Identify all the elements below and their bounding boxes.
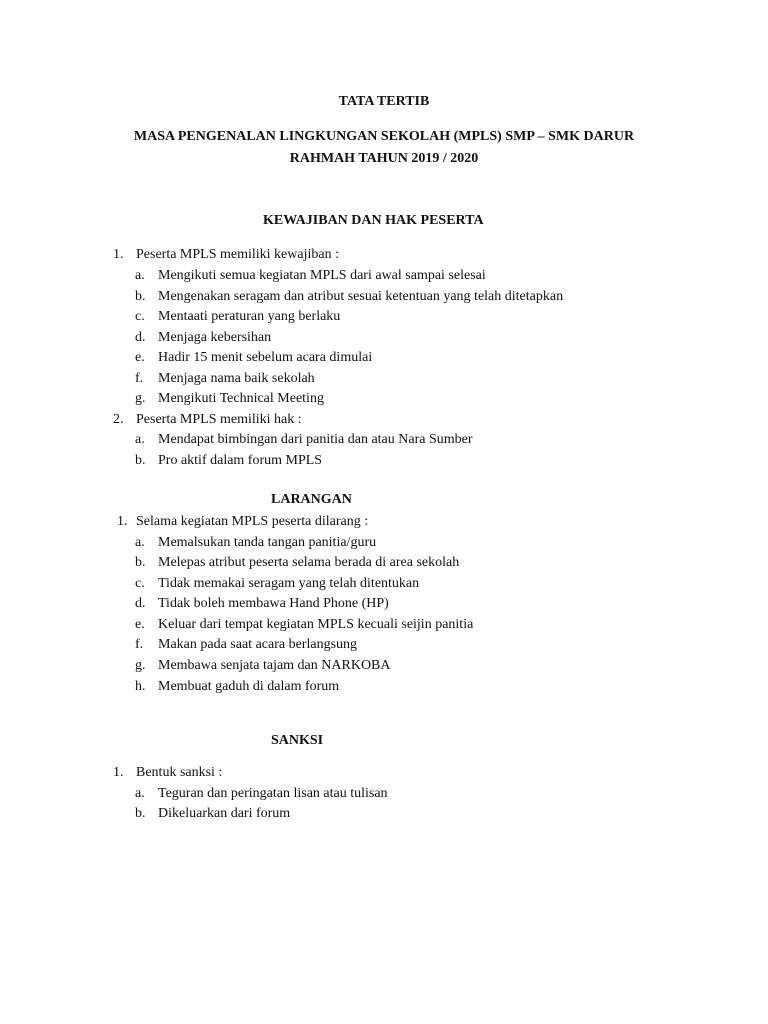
sub-list-marker: g. [135,391,146,406]
sub-list-item-text: Menjaga nama baik sekolah [158,371,315,386]
sub-list-marker: a. [135,268,145,283]
sub-list-marker: e. [135,350,145,365]
sub-list-marker: e. [135,617,145,632]
sub-list-marker: a. [135,786,145,801]
section-heading-larangan: LARANGAN [271,492,352,507]
document-subtitle [84,126,684,170]
subtitle-line-1: MASA PENGENALAN LINGKUNGAN SEKOLAH (MPLS) SMP – SMK DARUR [133,129,635,144]
list-marker: 1. [113,765,124,780]
sub-list-item-text: Tidak boleh membawa Hand Phone (HP) [158,596,389,611]
sub-list-item-text: Mentaati peraturan yang berlaku [158,309,341,324]
sub-list-marker: f. [135,371,144,386]
sub-list-item-text: Hadir 15 menit sebelum acara dimulai [158,350,373,365]
sub-list-item-text: Mengenakan seragam dan atribut sesuai ketentuan yang telah ditetapkan [158,289,564,304]
list-marker: 1. [117,514,128,529]
sub-list-marker: d. [135,596,146,611]
list-marker: 2. [113,412,124,427]
sub-list-item-text: Mengikuti semua kegiatan MPLS dari awal sampai selesai [158,268,486,283]
sub-list-marker: g. [135,658,146,673]
list-item-text: Selama kegiatan MPLS peserta dilarang : [136,514,369,529]
subtitle-line-2: RAHMAH TAHUN 2019 / 2020 [289,151,479,166]
list-item-text: Peserta MPLS memiliki hak : [136,412,302,427]
section-heading-kewajiban: KEWAJIBAN DAN HAK PESERTA [263,213,484,228]
sub-list-marker: h. [135,679,146,694]
sub-list-marker: b. [135,806,146,821]
sub-list-marker: d. [135,330,146,345]
sub-list-item-text: Membuat gaduh di dalam forum [158,679,340,694]
sub-list-marker: b. [135,289,146,304]
sub-list-item-text: Menjaga kebersihan [158,330,272,345]
sub-list-item-text: Teguran dan peringatan lisan atau tulisan [158,786,388,801]
document-title: TATA TERTIB [338,94,430,109]
sub-list-marker: a. [135,432,145,447]
section-heading-sanksi: SANKSI [271,733,324,748]
sub-list-marker: c. [135,576,145,591]
sub-list-item-text: Memalsukan tanda tangan panitia/guru [158,535,377,550]
list-item-text: Bentuk sanksi : [136,765,223,780]
sub-list-marker: a. [135,535,145,550]
sub-list-marker: b. [135,453,146,468]
sub-list-item-text: Keluar dari tempat kegiatan MPLS kecuali seijin panitia [158,617,474,632]
sub-list-item-text: Pro aktif dalam forum MPLS [158,453,323,468]
sub-list-item-text: Membawa senjata tajam dan NARKOBA [158,658,391,673]
sub-list-marker: c. [135,309,145,324]
sub-list-item-text: Makan pada saat acara berlangsung [158,637,358,652]
sub-list-item-text: Tidak memakai seragam yang telah ditentukan [158,576,420,591]
sub-list-marker: b. [135,555,146,570]
list-marker: 1. [113,247,124,262]
sub-list-item-text: Mengikuti Technical Meeting [158,391,324,406]
sub-list-item-text: Melepas atribut peserta selama berada di area sekolah [158,555,460,570]
sub-list-marker: f. [135,637,144,652]
sub-list-item-text: Dikeluarkan dari forum [158,806,291,821]
list-item-text: Peserta MPLS memiliki kewajiban : [136,247,339,262]
sub-list-item-text: Mendapat bimbingan dari panitia dan atau Nara Sumber [158,432,473,447]
